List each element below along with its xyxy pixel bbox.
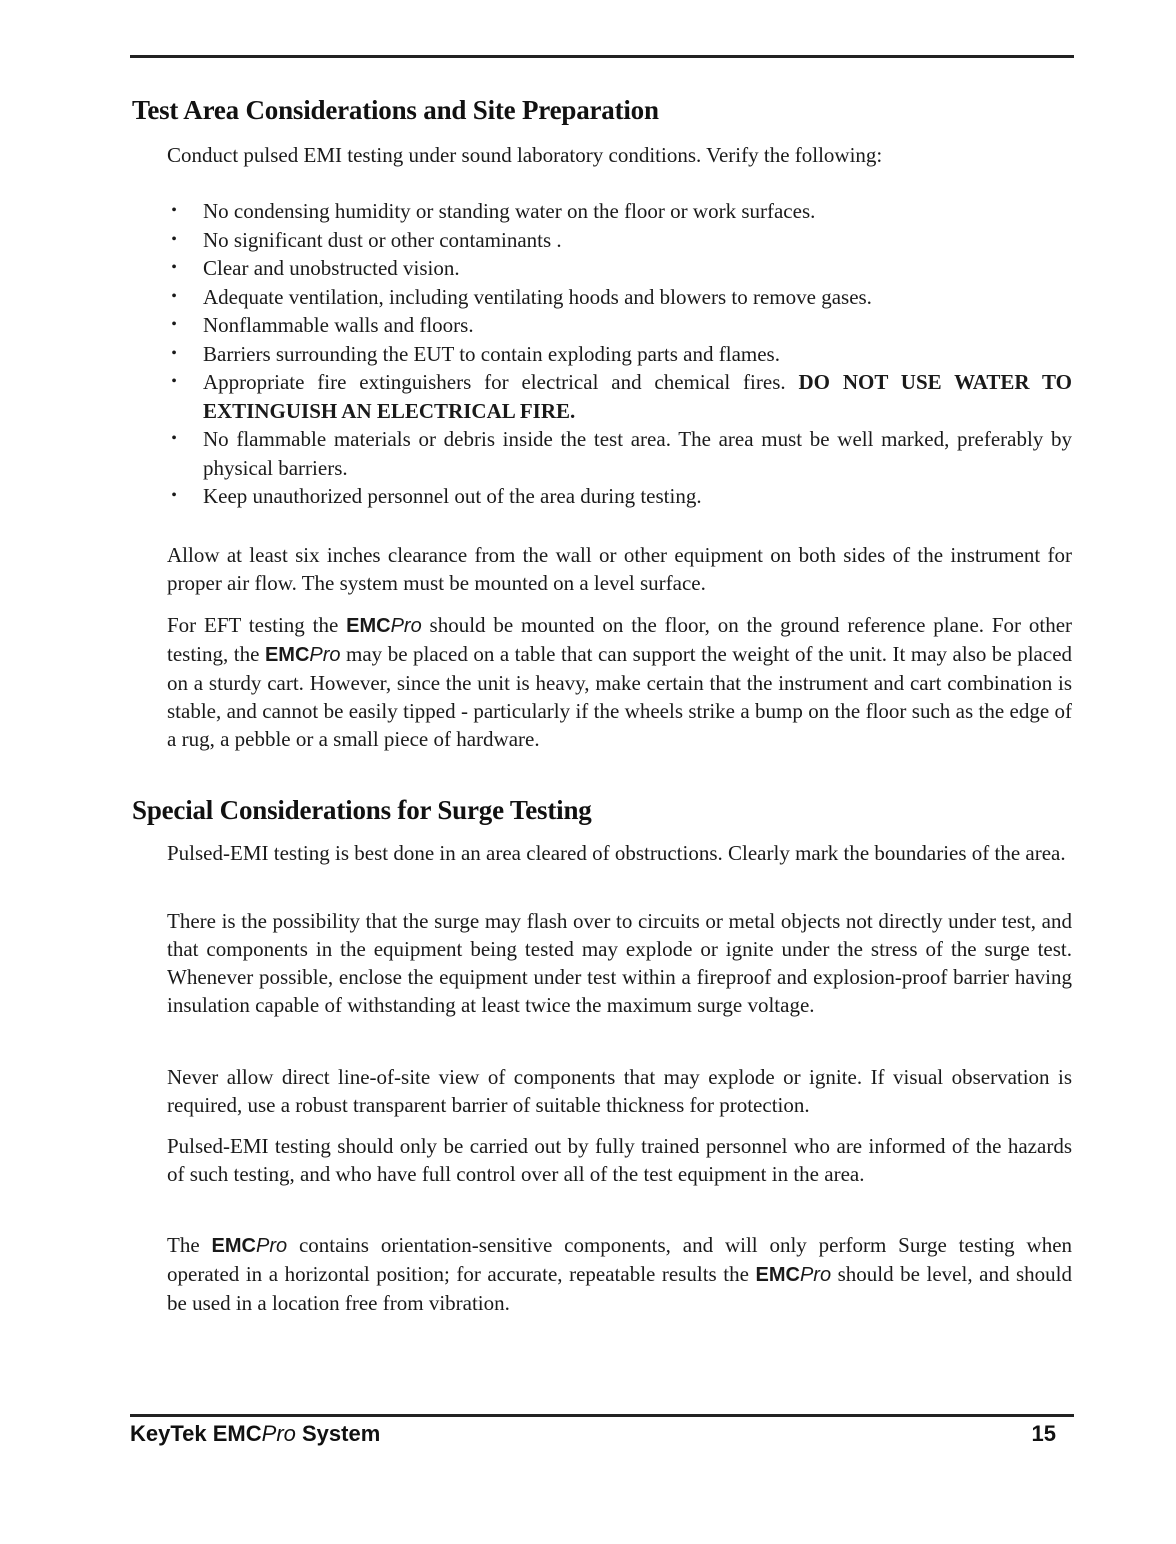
surge-paragraph-1: Pulsed-EMI testing is best done in an area cleared of obstructions. Clearly mark the boundaries of the area. [167,841,1066,865]
bottom-rule [130,1414,1074,1417]
requirements-list [167,197,1072,511]
fire-warning: DO NOT USE WATER TO EXTINGUISH AN ELECTRICAL FIRE. [203,370,1073,423]
list-item: • No condensing humidity or standing water on the floor or work surfaces. [171,199,816,223]
surge-paragraph-4: Pulsed-EMI testing should only be carried out by fully trained personnel who are informed of the hazards of such testing, and who have full control over all of the test equipment in the area. [167,1134,1072,1186]
surge-paragraph-2: There is the possibility that the surge may flash over to circuits or metal objects not directly under test, and that components in the equipment being tested may explode or ignite under the stress of the surge test. Whenever possible, enclose the equipment under test within a fireproof and explosion-proof barrier having insulation capable of withstanding at least twice the maximum surge voltage. [167,909,1072,1017]
section-title-surge: Special Considerations for Surge Testing [132,795,592,825]
list-item: • No flammable materials or debris inside the test area. The area must be well marked, preferably by physical barriers. [171,427,1072,480]
list-item: • Nonflammable walls and floors. [171,313,474,337]
list-item: • Appropriate fire extinguishers for electrical and chemical fires. DO NOT USE WATER TO EXTINGUISH AN ELECTRICAL FIRE. [171,370,1073,423]
brand-name: EMCPro [211,1235,288,1257]
list-item: • Adequate ventilation, including ventilating hoods and blowers to remove gases. [171,284,872,309]
intro-paragraph: Conduct pulsed EMI testing under sound laboratory conditions. Verify the following: [167,143,883,167]
page-number: 15 [1031,1421,1056,1446]
section-title-test-area: Test Area Considerations and Site Preparation [132,95,659,125]
list-item: • Barriers surrounding the EUT to contain exploding parts and flames. [171,341,780,366]
brand-name: EMCPro [346,615,422,637]
surge-paragraph-5: The EMCPro contains orientation-sensitive components, and will only perform Surge testing when operated in a horizontal position; for accurate, repeatable results the EMCPro should be level, and should be used in a location free from vibration. [167,1233,1073,1315]
footer-product-name: KeyTek EMCPro System [130,1421,381,1446]
eft-paragraph: For EFT testing the EMCPro should be mounted on the floor, on the ground reference plane. For other testing, the EMCPro may be placed on a table that can support the weight of the unit. It may also be placed on a sturdy cart. However, since the unit is heavy, make certain that the instrument and cart combination is stable, and cannot be easily tipped - particularly if the wheels strike a bump on the floor such as the edge of a rug, a pebble or a small piece of hardware. [167,613,1073,751]
clearance-paragraph: Allow at least six inches clearance from the wall or other equipment on both sides of the instrument for proper air flow. The system must be mounted on a level surface. [167,543,1072,595]
brand-name: EMCPro [264,644,341,666]
top-rule [130,55,1074,58]
list-item: • Clear and unobstructed vision. [171,256,460,280]
brand-name: EMCPro [755,1264,832,1286]
list-item: • Keep unauthorized personnel out of the area during testing. [171,484,702,508]
surge-paragraph-3: Never allow direct line-of-site view of components that may explode or ignite. If visual observation is required, use a robust transparent barrier of suitable thickness for protection. [167,1065,1072,1117]
list-item: • No significant dust or other contaminants . [171,227,562,252]
